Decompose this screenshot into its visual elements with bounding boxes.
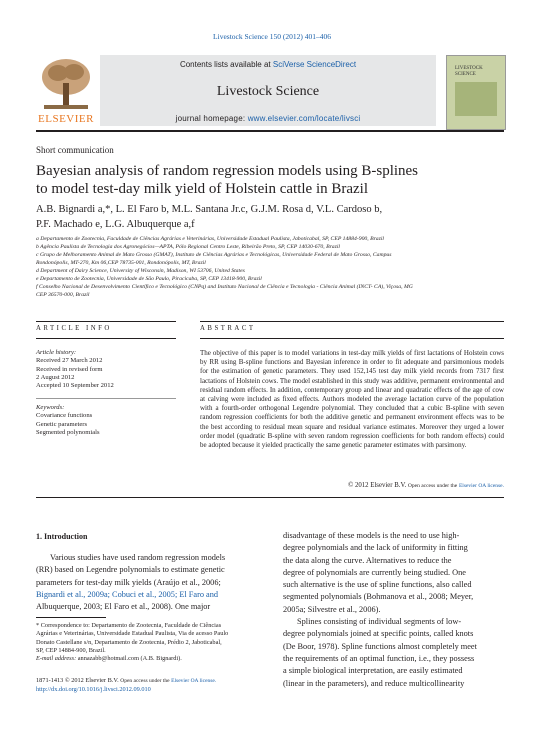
history-label: Article history:	[36, 349, 77, 356]
keyword: Covariance functions	[36, 412, 93, 420]
affiliation: d Department of Dairy Science, University of Wisconsin, Madison, WI 53706, United States	[36, 268, 245, 274]
keyword: Segmented polynomials	[36, 428, 100, 436]
correspondence-footnote	[36, 622, 266, 663]
abstract-rule	[200, 321, 504, 322]
abstract-heading: ABSTRACT	[200, 325, 256, 332]
affiliation: e Departamento de Zootecnia, Universidade de São Paulo, Piracicaba, SP, CEP 13418-900, Brazil	[36, 276, 262, 282]
body-line: a simple biological interpretation, are easily estimated	[283, 666, 463, 676]
affiliation: c Grupo de Melhoramento Animal de Mato Grosso (GMAT), Instituto de Ciências Agrárias e Tecnológicas, Universidade Federal de Mato Grosso, Campus	[36, 252, 392, 258]
abstract-rule	[200, 338, 504, 339]
article-info-rule	[36, 338, 176, 339]
publisher-wordmark: ELSEVIER	[38, 113, 94, 125]
title-line: to model test-day milk yield of Holstein cattle in Brazil	[36, 181, 369, 197]
keywords	[36, 404, 176, 437]
affiliation: CEP 36570-000, Brazil	[36, 292, 90, 298]
footnote-line: SP, CEP 14884-900, Brazil.	[36, 646, 106, 654]
body-line: degree polynomials and the lack of uniformity in fitting	[283, 543, 468, 553]
issn-text: 1871-1413 © 2012 Elsevier B.V.	[36, 677, 119, 684]
body-line: disadvantage of these models is the need to use high-	[283, 531, 460, 540]
keywords-label: Keywords:	[36, 404, 65, 411]
oa-prefix: Open access under the	[120, 678, 170, 684]
keywords-divider	[36, 398, 176, 399]
article-history	[36, 349, 176, 390]
abstract-text: The objective of this paper is to model variations in test-day milk yields of first lactations of Holstein cows by RR using B-spline functions and Bayesian inference in order to fit adequate and parsimonious models for the estimation of genetic parameters. They used 152,145 test day milk yield records from 7317 first lactations of Holstein cows. The model established in this study was additive, permanent environmental and residual random effects. In addition, contemporary group and linear and quadratic effects of the age of cow at calving were included as fixed effects. Authors modeled the average lactation curve of the population with a fourth-order orthogonal Legendre polynomial. They concluded that a cubic B-spline with seven random regression coefficients for both the additive genetic and permanent environment effects was to be the best according to residual mean square and residual variance estimates. Moreover they urged a lower order model (quadratic B-spline with seven random regression coefficients for both random effects) could be adopted because it yielded practically the same genetic parameter estimates with parsimony.	[200, 349, 504, 450]
article-info-heading: ARTICLE INFO	[36, 325, 112, 332]
section-heading: 1. Introduction	[36, 532, 88, 541]
cover-title-line: SCIENCE	[455, 72, 476, 77]
keyword: Genetic parameters	[36, 420, 88, 428]
author-list	[36, 202, 504, 232]
intro-left-column	[36, 552, 266, 613]
cover-title-line: LIVESTOCK	[455, 66, 483, 71]
affiliation: a Departamento de Zootecnia, Faculdade de Ciências Agrárias e Veterinárias, Universidade Estadual Paulista, Jaboticabal, SP, CEP 14884-900, Brazil	[36, 236, 385, 242]
email-label: E-mail address:	[36, 655, 77, 663]
body-line: the requirements of an optimal function, i.e., they possess	[283, 653, 475, 663]
article-title	[36, 162, 504, 198]
history-entry: Received 27 March 2012	[36, 357, 103, 365]
affiliation: Rondonópolis, MT-270, Km 06,CEP 78735-001, Rondonópolis, MT, Brazil	[36, 260, 206, 266]
footnote-line: Donato Castellane s/n, Departamento de Zootecnia, Prédio 2, Jaboticabal,	[36, 638, 222, 646]
history-entry: 2 August 2012	[36, 373, 75, 381]
homepage-prefix: journal homepage:	[175, 114, 246, 123]
body-line: (RR) based on Legendre polynomials to estimate genetic	[36, 565, 225, 575]
contents-line	[100, 60, 436, 69]
affiliation: b Agência Paulista de Tecnologia dos Agronegócios—APTA, Pólo Regional Centro Leste, Ribeirão Preto, SP, CEP 14030-670, Brazil	[36, 244, 340, 250]
body-line: Splines consisting of individual segments of low-	[297, 617, 462, 627]
affiliation: f Conselho Nacional de Desenvolvimento Científico e Tecnológico (CNPq) and Instituto Nacional de Ciência e Tecnologia - Ciência Animal (INCT- CA), Viçosa, MG	[36, 284, 413, 290]
sciencedirect-link[interactable]: SciVerse ScienceDirect	[272, 60, 357, 69]
body-line: (De Boor, 1978). Spline functions almost completely meet	[283, 641, 477, 651]
journal-cover-thumbnail	[446, 55, 506, 130]
body-line: Various studies have used random regression models	[50, 553, 226, 562]
journal-reference[interactable]: Livestock Science 150 (2012) 401–406	[213, 32, 331, 41]
footnote-line: * Correspondence to: Departamento de Zootecnia, Faculdade de Ciências	[36, 622, 222, 629]
oa-license-link[interactable]: Elsevier OA license.	[458, 483, 504, 489]
body-line: parameters for test-day milk yields (Araújo et al., 2006;	[36, 577, 221, 587]
cover-title	[455, 66, 497, 78]
abstract-bottom-rule	[36, 497, 504, 498]
footnote-rule	[36, 617, 106, 618]
copyright-text: © 2012 Elsevier B.V.	[348, 482, 407, 489]
authors-line: P.F. Machado e, L.G. Albuquerque a,f	[36, 219, 195, 230]
body-line: such alternative is the use of spline functions, also called	[283, 580, 472, 590]
issn-line	[36, 677, 216, 684]
doi-link[interactable]: http://dx.doi.org/10.1016/j.livsci.2012.09.010	[36, 686, 151, 693]
article-type: Short communication	[36, 145, 114, 155]
email-address: annazabb@hotmail.com (A.B. Bignardi).	[77, 655, 182, 663]
authors-line: A.B. Bignardi a,*, L. El Faro b, M.L. Santana Jr.c, G.J.M. Rosa d, V.L. Cardoso b,	[36, 204, 383, 215]
header-rule	[36, 130, 504, 132]
oa-license-link[interactable]: Elsevier OA license.	[171, 678, 217, 684]
footnote-line: Agrárias e Veterinárias, Universidade Estadual Paulista, Via de acesso Paulo	[36, 630, 229, 638]
body-line: 2005a; Silvestre et al., 2006).	[283, 604, 381, 614]
body-line: the data along the curve. Alternatives to reduce the	[283, 555, 452, 565]
body-line: (linear in the parameters), and reduce multicollinearity	[283, 678, 465, 688]
body-line: Albuquerque, 2003; El Faro et al., 2008). One major	[36, 602, 211, 612]
body-line: degree of polynomials are currently being studied. One	[283, 567, 466, 577]
journal-homepage-line	[100, 114, 436, 123]
homepage-link[interactable]: www.elsevier.com/locate/livsci	[247, 114, 361, 123]
abstract-copyright	[200, 482, 504, 489]
contents-prefix: Contents lists available at	[179, 60, 271, 69]
elsevier-tree-logo-icon	[36, 55, 96, 113]
article-info-rule	[36, 321, 176, 322]
history-entry: Received in revised form	[36, 365, 103, 373]
cover-image	[455, 82, 497, 116]
body-line: degree polynomials joined at specific points, called knots	[283, 629, 474, 639]
intro-right-column	[283, 530, 504, 690]
body-line: Bignardi et al., 2009a; Cobuci et al., 2005; El Faro and	[36, 589, 219, 599]
title-line: Bayesian analysis of random regression models using B-splines	[36, 163, 419, 179]
history-entry: Accepted 10 September 2012	[36, 382, 114, 390]
oa-prefix: Open access under the	[407, 483, 458, 489]
journal-name: Livestock Science	[216, 84, 320, 99]
body-line: segmented polynomials (Bohmanova et al., 2008; Meyer,	[283, 592, 474, 602]
